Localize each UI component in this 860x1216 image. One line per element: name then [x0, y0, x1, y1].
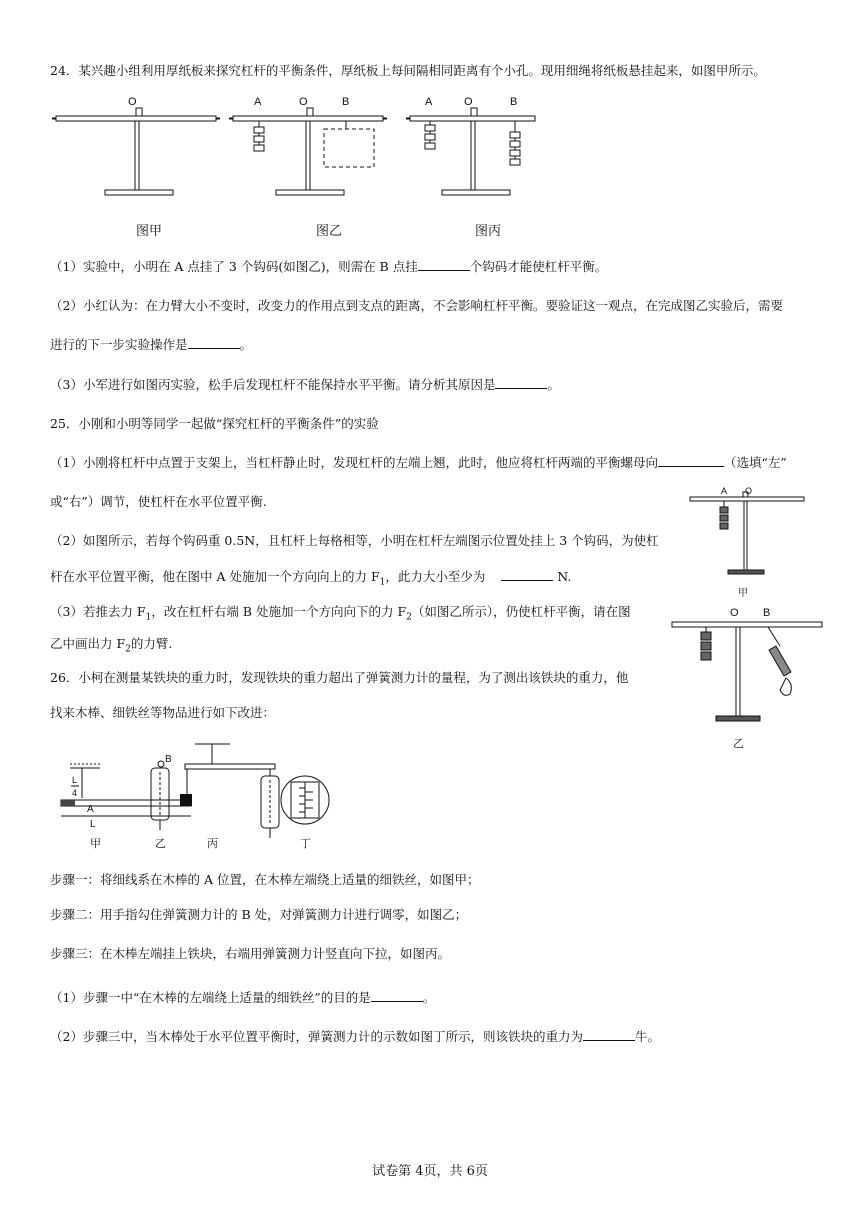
fig26-caption-bing: 丙: [207, 837, 218, 850]
answer-blank[interactable]: [658, 454, 724, 467]
answer-blank[interactable]: [371, 989, 423, 1002]
page-footer: 试卷第 4页，共 6页: [372, 1164, 488, 1179]
label-a: A: [254, 96, 262, 108]
q25-caption-jia: 甲: [738, 588, 748, 599]
q26-figures: [55, 738, 365, 848]
q25-figure-jia: [688, 486, 808, 586]
caption-yi: 图乙: [316, 224, 343, 239]
svg-text:O: O: [745, 486, 753, 496]
fig26-ding: [281, 776, 329, 824]
q26-step1: 步骤一：将细线系在木棒的 A 位置，在木棒左端绕上适量的细铁丝，如图甲；: [50, 872, 480, 887]
fig26-caption-ding: 丁: [300, 837, 311, 850]
q24-part3: （3）小军进行如图丙实验，松手后发现杠杆不能保持水平平衡。请分析其原因是 。: [50, 377, 560, 392]
answer-blank[interactable]: [495, 376, 547, 389]
caption-jia: 图甲: [136, 224, 163, 239]
svg-text:L: L: [90, 819, 96, 830]
label-o: O: [299, 96, 308, 108]
q24-part2-line2: 进行的下一步实验操作是 。: [50, 337, 253, 352]
q25-part2-line2: 杆在水平位置平衡，他在图中 A 处施加一个方向向上的力 $F_1$，此力大小至少为 N.: [50, 569, 572, 588]
q26-stem-line2: 找来木棒、细铁丝等物品进行如下改进：: [50, 705, 276, 720]
label-b: B: [510, 96, 518, 108]
label-a: A: [425, 96, 433, 108]
q26-part1: （1）步骤一中“在木棒的左端绕上适量的细铁丝”的目的是 。: [50, 990, 436, 1005]
lever-figure-yi: [229, 96, 387, 195]
fig26-caption-yi: 乙: [155, 837, 166, 850]
q25-part3-line1: （3）若推去力 $F_1$，改在杠杆右端 B 处施加一个方向向下的力 $F_2$（如图乙所示），仍使杠杆平衡，请在图: [50, 604, 631, 623]
answer-blank[interactable]: [188, 336, 240, 349]
q25-caption-yi: 乙: [733, 737, 744, 750]
lever-figure-bing: [406, 96, 535, 195]
label-b: B: [342, 96, 350, 108]
svg-text:L: L: [72, 775, 78, 785]
q26-step2: 步骤二：用手指勾住弹簧测力计的 B 处，对弹簧测力计进行调零，如图乙；: [50, 907, 468, 922]
caption-bing: 图丙: [475, 224, 502, 239]
svg-text:A: A: [721, 486, 728, 496]
fig26-jia: [61, 764, 191, 830]
q25-part2-line1: （2）如图所示，若每个钩码重 0.5N，且杠杆上每格相等，小明在杠杆左端图示位置处挂上 3 个钩码，为使杠: [50, 533, 659, 548]
q24-part2-line1: （2）小红认为：在力臂大小不变时，改变力的作用点到支点的距离，不会影响杠杆平衡。要验证这一观点，在完成图乙实验后，需要: [50, 298, 783, 313]
fig26-bing: [180, 744, 279, 838]
q25-part1-line2: 或“右”）调节，使杠杆在水平位置平衡.: [50, 494, 267, 509]
fig26-yi: [151, 754, 172, 830]
svg-text:A: A: [87, 804, 94, 815]
q24-figures: [50, 92, 540, 212]
q25-part1-line1: （1）小刚将杠杆中点置于支架上，当杠杆静止时，发现杠杆的左端上翘，此时，他应将杠杆两端的平衡螺母向 （选填“左”: [50, 455, 787, 470]
q25-figure-yi: [668, 606, 828, 731]
fig26-caption-jia: 甲: [90, 837, 101, 850]
q25-part3-line2: 乙中画出力 $F_2$的力臂.: [50, 636, 173, 655]
q26-step3: 步骤三：在木棒左端挂上铁块，右端用弹簧测力计竖直向下拉，如图丙。: [50, 946, 451, 961]
svg-text:B: B: [165, 754, 172, 765]
q25-stem: 25．小刚和小明等同学一起做“探究杠杆的平衡条件”的实验: [50, 416, 379, 431]
label-o: O: [128, 96, 137, 108]
q24-part1: （1）实验中，小明在 A 点挂了 3 个钩码(如图乙)，则需在 B 点挂 个钩码才能使杠杆平衡。: [50, 259, 608, 274]
svg-text:B: B: [763, 607, 771, 619]
answer-blank[interactable]: [418, 258, 470, 271]
lever-figure-jia: [52, 96, 220, 195]
q26-part2: （2）步骤三中，当木棒处于水平位置平衡时，弹簧测力计的示数如图丁所示，则该铁块的重力为 牛。: [50, 1029, 660, 1044]
answer-blank[interactable]: [501, 568, 553, 581]
answer-blank[interactable]: [583, 1028, 635, 1041]
svg-text:4: 4: [72, 788, 78, 798]
q24-stem: 24．某兴趣小组利用厚纸板来探究杠杆的平衡条件，厚纸板上每间隔相同距离有个小孔。现用细绳将纸板悬挂起来，如图甲所示。: [50, 63, 766, 78]
svg-text:O: O: [730, 607, 739, 619]
label-o: O: [464, 96, 473, 108]
q26-stem-line1: 26．小柯在测量某铁块的重力时，发现铁块的重力超出了弹簧测力计的量程，为了测出该铁块的重力，他: [50, 670, 629, 685]
